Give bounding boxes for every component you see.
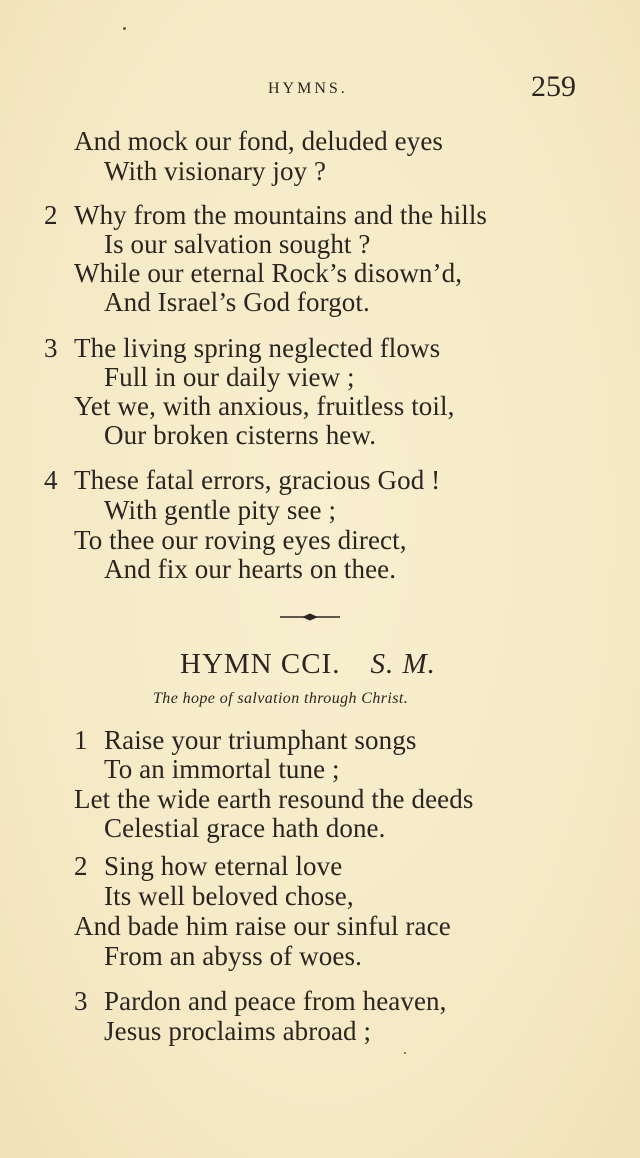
verse-line: Raise your triumphant songs <box>104 725 417 755</box>
running-head: HYMNS. <box>268 80 348 97</box>
hymn-number: HYMN CCI. <box>180 648 341 680</box>
stanza-number: 4 <box>44 465 58 495</box>
verse-line: Its well beloved chose, <box>104 881 354 911</box>
verse-line: And bade him raise our sinful race <box>74 911 451 941</box>
verse-line: From an abyss of woes. <box>104 941 362 971</box>
hymn-title <box>180 648 436 681</box>
verse-line: Our broken cisterns hew. <box>104 420 377 450</box>
stanza-number: 3 <box>74 986 88 1016</box>
verse-line: Let the wide earth resound the deeds <box>74 784 474 814</box>
stanza-number: 1 <box>74 725 88 755</box>
stanza-number: 3 <box>44 333 58 363</box>
stanza-number: 2 <box>44 200 58 230</box>
hymn-meter: S. M. <box>370 648 436 680</box>
verse-line: Why from the mountains and the hills <box>74 200 488 230</box>
stanza-number: 2 <box>74 851 88 881</box>
verse-line: Celestial grace hath done. <box>104 813 386 843</box>
ornament-divider-icon <box>280 611 340 623</box>
page-number: 259 <box>531 70 576 103</box>
verse-line: To thee our roving eyes direct, <box>74 525 407 555</box>
verse-line: And fix our hearts on thee. <box>104 554 397 584</box>
verse-line: And mock our fond, deluded eyes <box>74 126 444 156</box>
verse-line: While our eternal Rock’s disown’d, <box>74 258 463 288</box>
hymn-subtitle: The hope of salvation through Christ. <box>153 690 409 707</box>
verse-line: These fatal errors, gracious God ! <box>74 465 441 495</box>
ink-speck <box>404 1052 406 1054</box>
verse-line: And Israel’s God forgot. <box>104 287 370 317</box>
verse-line: Full in our daily view ; <box>104 362 355 392</box>
verse-line: Jesus proclaims abroad ; <box>104 1016 372 1046</box>
verse-line: With gentle pity see ; <box>104 495 337 525</box>
verse-line: The living spring neglected flows <box>74 333 441 363</box>
verse-line: Yet we, with anxious, fruitless toil, <box>74 391 455 421</box>
ink-speck <box>123 27 126 30</box>
verse-line: Pardon and peace from heaven, <box>104 986 447 1016</box>
verse-line: With visionary joy ? <box>104 156 327 186</box>
verse-line: Sing how eternal love <box>104 851 343 881</box>
verse-line: To an immortal tune ; <box>104 754 340 784</box>
verse-line: Is our salvation sought ? <box>104 229 371 259</box>
